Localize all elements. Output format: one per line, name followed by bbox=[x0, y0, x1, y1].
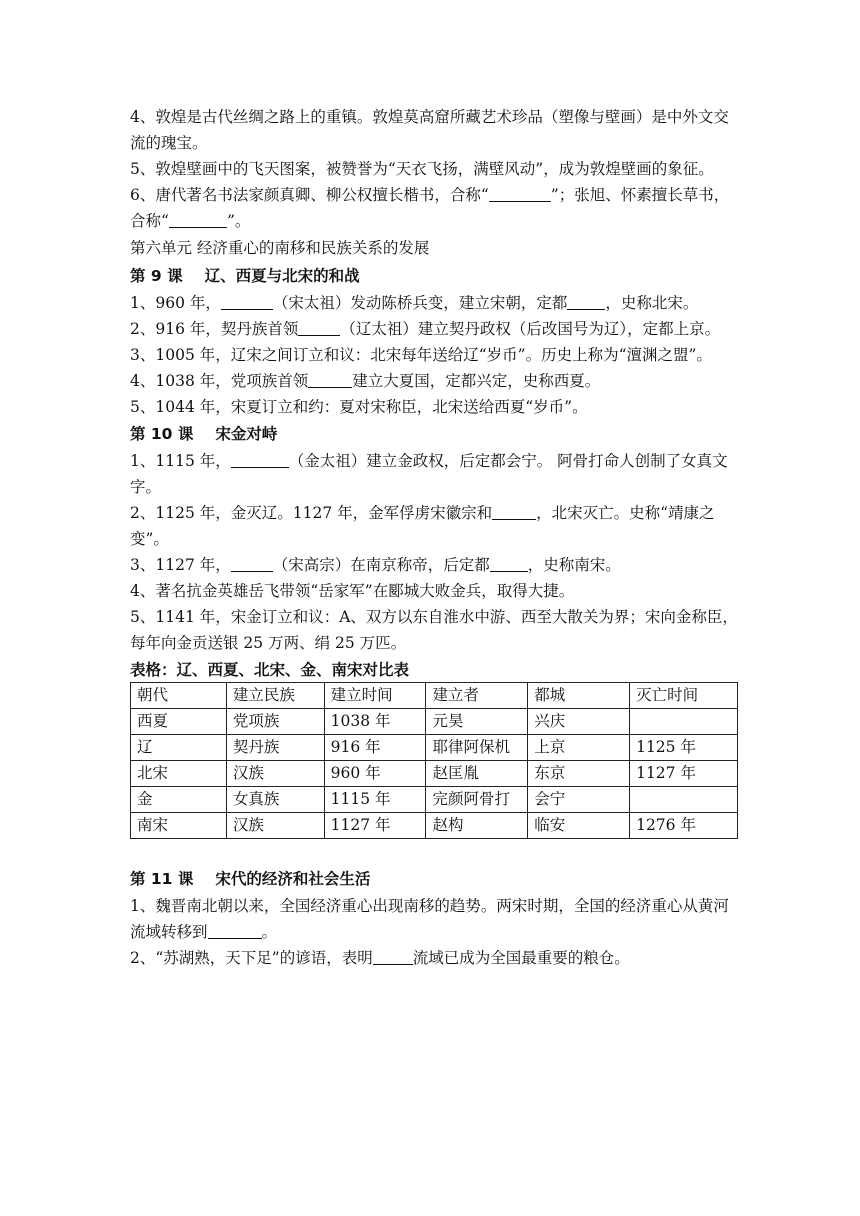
text-segment: ，北宋灭亡。史称“靖康之变”。 bbox=[130, 504, 715, 548]
table-cell: 东京 bbox=[528, 761, 630, 787]
lesson-title: 宋代的经济和社会生活 bbox=[215, 870, 371, 888]
fill-blank bbox=[492, 503, 536, 520]
table-header-cell: 都城 bbox=[528, 683, 630, 709]
table-cell: 赵构 bbox=[426, 813, 528, 839]
lesson-number: 第 10 课 bbox=[130, 425, 194, 443]
lesson-11-heading bbox=[130, 865, 740, 893]
text-segment: （宋太祖）发动陈桥兵变，建立宋朝，定都 bbox=[272, 294, 568, 312]
lesson-10-item-4: 4、著名抗金英雄岳飞带领“岳家军”在郾城大败金兵，取得大捷。 bbox=[130, 582, 575, 600]
table-cell: 1038 年 bbox=[324, 709, 426, 735]
table-cell: 临安 bbox=[528, 813, 630, 839]
table-title: 表格：辽、西夏、北宋、金、南宋对比表 bbox=[130, 661, 410, 679]
table-row bbox=[131, 735, 738, 761]
text-segment: 2、“苏湖熟，天下足”的谚语，表明 bbox=[130, 949, 373, 967]
lesson-10-item-3 bbox=[130, 552, 740, 578]
text-segment: ”。 bbox=[226, 212, 251, 230]
table-header-cell: 建立者 bbox=[426, 683, 528, 709]
text-segment: 4、1038 年，党项族首领 bbox=[130, 372, 309, 390]
table-cell: 西夏 bbox=[131, 709, 227, 735]
table-cell bbox=[630, 787, 738, 813]
text-segment: 。 bbox=[261, 923, 278, 941]
table-cell bbox=[630, 709, 738, 735]
fill-blank bbox=[298, 319, 340, 336]
table-header-cell: 灭亡时间 bbox=[630, 683, 738, 709]
fill-blank bbox=[208, 922, 262, 939]
table-header-cell: 建立民族 bbox=[226, 683, 324, 709]
table-header-cell: 朝代 bbox=[131, 683, 227, 709]
lesson-10-item-1 bbox=[130, 448, 740, 500]
text-segment: 1、魏晋南北朝以来，全国经济重心出现南移的趋势。两宋时期，全国的经济重心从黄河流域转移到 bbox=[130, 897, 729, 941]
spacer bbox=[130, 839, 740, 865]
lesson-9-item-5: 5、1044 年，宋夏订立和约：夏对宋称臣，北宋送给西夏“岁币”。 bbox=[130, 398, 588, 416]
table-cell: 兴庆 bbox=[528, 709, 630, 735]
lesson-9-heading bbox=[130, 262, 740, 290]
lesson-9-item-3: 3、1005 年，辽宋之间订立和议：北宋每年送给辽“岁币”。历史上称为“澶渊之盟”。 bbox=[130, 346, 712, 364]
fill-blank bbox=[231, 451, 289, 468]
table-cell: 赵匡胤 bbox=[426, 761, 528, 787]
comparison-table bbox=[130, 682, 738, 839]
table-cell: 契丹族 bbox=[226, 735, 324, 761]
table-cell: 1127 年 bbox=[324, 813, 426, 839]
text-segment: 流域已成为全国最重要的粮仓。 bbox=[412, 949, 630, 967]
fill-blank bbox=[308, 371, 352, 388]
fill-blank bbox=[567, 293, 605, 310]
table-header-row bbox=[131, 683, 738, 709]
table-cell: 党项族 bbox=[226, 709, 324, 735]
text-segment: （宋高宗）在南京称帝，后定都 bbox=[272, 556, 490, 574]
fill-blank bbox=[221, 293, 273, 310]
table-cell: 女真族 bbox=[226, 787, 324, 813]
table-cell: 1127 年 bbox=[630, 761, 738, 787]
table-cell: 元昊 bbox=[426, 709, 528, 735]
text-segment: ”；张旭、怀素擅长草书，合称“ bbox=[130, 186, 730, 230]
text-segment: 2、1125 年，金灭辽。1127 年，金军俘虏宋徽宗和 bbox=[130, 504, 493, 522]
table-cell: 1276 年 bbox=[630, 813, 738, 839]
table-cell: 1125 年 bbox=[630, 735, 738, 761]
lesson-10-item-5: 5、1141 年，宋金订立和议：A、双方以东自淮水中游、西至大散关为界；宋向金称臣，每年向金贡送银 25 万两、绢 25 万匹。 bbox=[130, 608, 738, 652]
text-segment: （辽太祖）建立契丹政权（后改国号为辽），定都上京。 bbox=[340, 320, 721, 338]
lesson-title: 辽、西夏与北宋的和战 bbox=[204, 267, 360, 285]
fill-blank bbox=[169, 211, 227, 228]
text-segment: 2、916 年，契丹族首领 bbox=[130, 320, 299, 338]
fill-blank bbox=[231, 555, 273, 572]
table-cell: 完颜阿骨打 bbox=[426, 787, 528, 813]
text-segment: 1、960 年， bbox=[130, 294, 221, 312]
table-row bbox=[131, 761, 738, 787]
document-content bbox=[130, 104, 740, 971]
unit-title: 第六单元 经济重心的南移和民族关系的发展 bbox=[130, 239, 430, 257]
lesson-number: 第 11 课 bbox=[130, 870, 194, 888]
lesson-number: 第 9 课 bbox=[130, 267, 183, 285]
lesson-9-item-1 bbox=[130, 290, 740, 316]
table-cell: 辽 bbox=[131, 735, 227, 761]
lesson-9-item-4 bbox=[130, 368, 740, 394]
table-cell: 金 bbox=[131, 787, 227, 813]
tang-item-4: 4、敦煌是古代丝绸之路上的重镇。敦煌莫高窟所藏艺术珍品（塑像与壁画）是中外文交流的瑰宝。 bbox=[130, 108, 729, 152]
text-segment: 1、1115 年， bbox=[130, 452, 231, 470]
lesson-11-item-2 bbox=[130, 945, 740, 971]
fill-blank bbox=[373, 948, 413, 965]
table-row bbox=[131, 787, 738, 813]
fill-blank bbox=[489, 185, 551, 202]
table-cell: 汉族 bbox=[226, 761, 324, 787]
text-segment: 6、唐代著名书法家颜真卿、柳公权擅长楷书，合称“ bbox=[130, 186, 489, 204]
fill-blank bbox=[490, 555, 528, 572]
table-cell: 汉族 bbox=[226, 813, 324, 839]
table-row bbox=[131, 813, 738, 839]
table-row bbox=[131, 709, 738, 735]
table-cell: 960 年 bbox=[324, 761, 426, 787]
table-cell: 916 年 bbox=[324, 735, 426, 761]
text-segment: ，史称南宋。 bbox=[527, 556, 621, 574]
lesson-10-heading bbox=[130, 420, 740, 448]
table-cell: 1115 年 bbox=[324, 787, 426, 813]
tang-item-5: 5、敦煌壁画中的飞天图案，被赞誉为“天衣飞扬，满壁风动”，成为敦煌壁画的象征。 bbox=[130, 160, 714, 178]
table-header-cell: 建立时间 bbox=[324, 683, 426, 709]
table-cell: 上京 bbox=[528, 735, 630, 761]
table-cell: 北宋 bbox=[131, 761, 227, 787]
text-segment: ，史称北宋。 bbox=[605, 294, 699, 312]
table-cell: 南宋 bbox=[131, 813, 227, 839]
lesson-11-item-1 bbox=[130, 893, 740, 945]
table-cell: 耶律阿保机 bbox=[426, 735, 528, 761]
text-segment: （金太祖）建立金政权，后定都会宁。 阿骨打命人创制了女真文字。 bbox=[130, 452, 728, 496]
table-cell: 会宁 bbox=[528, 787, 630, 813]
text-segment: 建立大夏国，定都兴定，史称西夏。 bbox=[352, 372, 601, 390]
text-segment: 3、1127 年， bbox=[130, 556, 231, 574]
tang-item-6 bbox=[130, 182, 740, 234]
lesson-9-item-2 bbox=[130, 316, 740, 342]
lesson-10-item-2 bbox=[130, 500, 740, 552]
lesson-title: 宋金对峙 bbox=[215, 425, 278, 443]
